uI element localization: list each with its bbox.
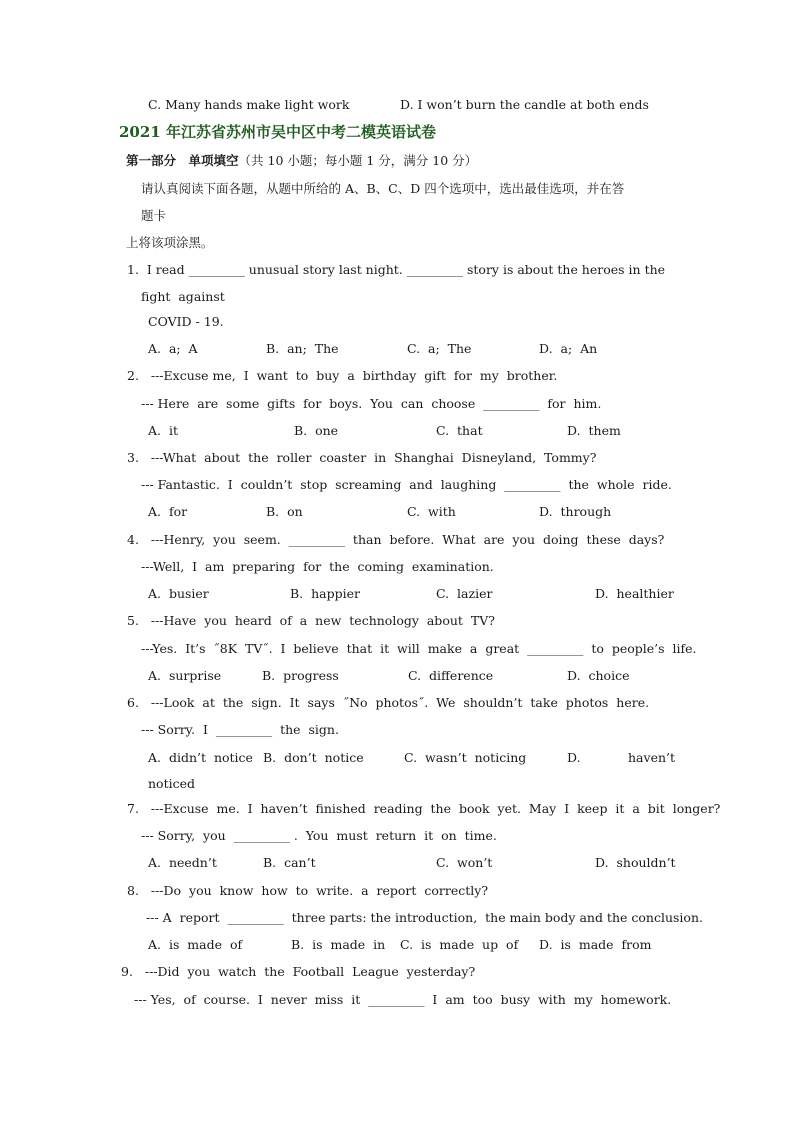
question-4-option-b[interactable]: B. happier xyxy=(290,586,360,601)
question-3-option-d[interactable]: D. through xyxy=(539,504,612,519)
section-heading xyxy=(126,153,477,169)
question-3-option-b[interactable]: B. on xyxy=(266,504,303,519)
question-7-option-a[interactable]: A. needn’t xyxy=(148,855,217,870)
question-5-stem: 5. ---Have you heard of a new technology about TV? xyxy=(127,613,495,628)
question-6-option-d[interactable]: D. xyxy=(567,750,581,765)
question-8-stem: 8. ---Do you know how to write. a report correctly? xyxy=(127,883,489,898)
question-3-stem: 3. ---What about the roller coaster in Shanghai Disneyland, Tommy? xyxy=(127,450,597,465)
question-5-option-a[interactable]: A. surprise xyxy=(148,668,222,683)
prev-option-d: D. I won’t burn the candle at both ends xyxy=(400,97,649,112)
question-8-option-b[interactable]: B. is made in xyxy=(291,937,386,952)
question-2-option-c[interactable]: C. that xyxy=(436,423,483,438)
question-4-stem-2: ---Well, I am preparing for the coming examination. xyxy=(141,559,494,574)
question-4-option-d[interactable]: D. healthier xyxy=(595,586,674,601)
question-6-stem-2: --- Sorry. I _________ the sign. xyxy=(141,722,339,737)
question-5-stem-2: ---Yes. It’s ˝8K TV˝. I believe that it will make a great _________ to people’s life. xyxy=(141,641,697,656)
question-7-stem-2: --- Sorry, you _________ . You must return it on time. xyxy=(141,828,497,843)
question-2-stem: 2. ---Excuse me, I want to buy a birthday gift for my brother. xyxy=(127,368,558,383)
question-4-option-a[interactable]: A. busier xyxy=(148,586,209,601)
question-2-option-a[interactable]: A. it xyxy=(148,423,178,438)
question-6-option-b[interactable]: B. don’t notice xyxy=(263,750,364,765)
question-7-option-b[interactable]: B. can’t xyxy=(263,855,316,870)
question-6-stem: 6. ---Look at the sign. It says ˝No photos˝. We shouldn’t take photos here. xyxy=(127,695,650,710)
question-7-option-c[interactable]: C. won’t xyxy=(436,855,493,870)
question-2-stem-2: --- Here are some gifts for boys. You can choose _________ for him. xyxy=(141,396,602,411)
question-7-option-d[interactable]: D. shouldn’t xyxy=(595,855,676,870)
question-5-option-b[interactable]: B. progress xyxy=(262,668,339,683)
prev-option-c: C. Many hands make light work xyxy=(148,97,350,112)
question-1-option-d[interactable]: D. a; An xyxy=(539,341,598,356)
question-1-option-b[interactable]: B. an; The xyxy=(266,341,339,356)
question-1-stem-2: fight against xyxy=(141,289,225,304)
question-2-option-d[interactable]: D. them xyxy=(567,423,621,438)
question-8-option-c[interactable]: C. is made up of xyxy=(400,937,519,952)
question-3-option-a[interactable]: A. for xyxy=(148,504,188,519)
question-3-stem-2: --- Fantastic. I couldn’t stop screaming and laughing _________ the whole ride. xyxy=(141,477,672,492)
instruction-line-1: 请认真阅读下面各题，从题中所给的 A、B、C、D 四个选项中，选出最佳选项，并在答 xyxy=(141,181,625,196)
question-6-option-c[interactable]: C. wasn’t noticing xyxy=(404,750,527,765)
instruction-line-2: 题卡 xyxy=(141,208,167,223)
question-5-option-c[interactable]: C. difference xyxy=(408,668,494,683)
question-5-option-d[interactable]: D. choice xyxy=(567,668,630,683)
question-9-stem-2: --- Yes, of course. I never miss it _________ I am too busy with my homework. xyxy=(134,992,672,1007)
question-6-option-a[interactable]: A. didn’t notice xyxy=(148,750,253,765)
question-6-option-d-tail: noticed xyxy=(148,776,195,791)
section-note: （共 10 小题；每小题 1 分，满分 10 分） xyxy=(238,153,478,168)
question-9-stem: 9. ---Did you watch the Football League yesterday? xyxy=(121,964,476,979)
question-2-option-b[interactable]: B. one xyxy=(294,423,339,438)
instruction-line-3: 上将该项涂黑。 xyxy=(126,235,214,250)
exam-title: 2021 年江苏省苏州市吴中区中考二模英语试卷 xyxy=(119,123,436,141)
question-1-option-a[interactable]: A. a; A xyxy=(148,341,198,356)
question-7-stem: 7. ---Excuse me. I haven’t finished reading the book yet. May I keep it a bit longer? xyxy=(127,801,721,816)
question-8-option-d[interactable]: D. is made from xyxy=(539,937,652,952)
question-1-stem: 1. I read _________ unusual story last night. _________ story is about the heroes in the xyxy=(127,262,666,277)
question-4-stem: 4. ---Henry, you seem. _________ than before. What are you doing these days? xyxy=(127,532,665,547)
question-1-stem-3: COVID - 19. xyxy=(148,314,224,329)
question-6-option-d-text: haven’t xyxy=(628,750,676,765)
question-8-option-a[interactable]: A. is made of xyxy=(148,937,243,952)
question-8-stem-2: --- A report _________ three parts: the introduction, the main body and the conclusion. xyxy=(146,910,703,925)
section-label: 第一部分 单项填空 xyxy=(126,153,239,168)
question-1-option-c[interactable]: C. a; The xyxy=(407,341,472,356)
question-4-option-c[interactable]: C. lazier xyxy=(436,586,493,601)
question-3-option-c[interactable]: C. with xyxy=(407,504,456,519)
